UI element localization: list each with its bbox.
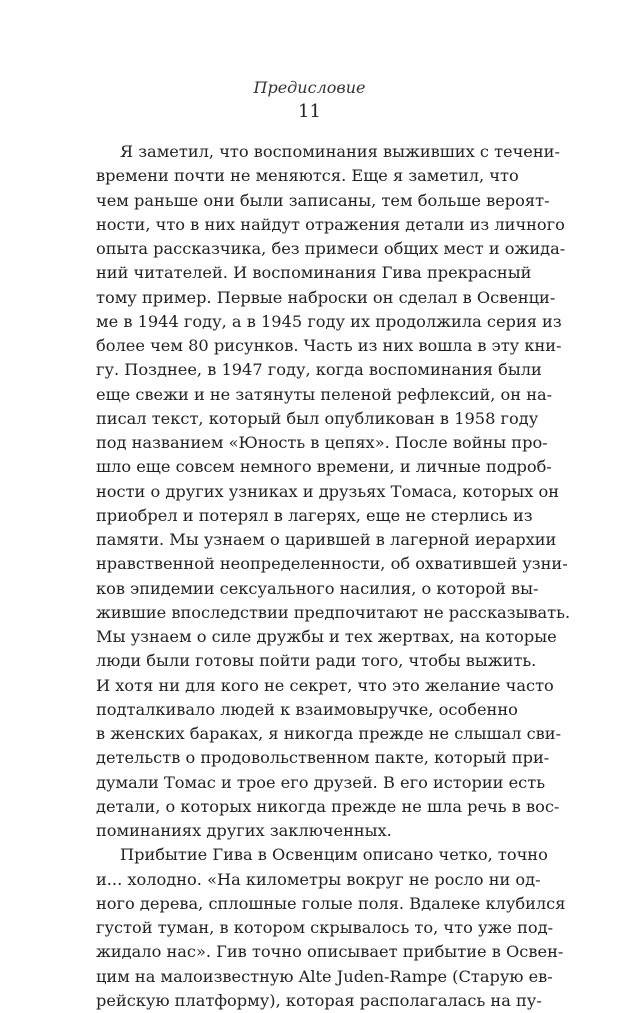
- text-line: ний читателей. И воспоминания Гива прекрасный: [96, 263, 532, 283]
- text-line: приобрел и потерял в лагерях, еще не стерлись из: [96, 505, 533, 525]
- running-title: Предисловие: [253, 78, 366, 97]
- text-line: поминаниях других заключенных.: [96, 821, 392, 840]
- text-line: цим на малоизвестную Alte Juden-Rampe (Старую ев-: [96, 966, 553, 986]
- text-line: еще свежи и не затянуты пеленой рефлексий, он на-: [96, 384, 553, 404]
- text-line: тому пример. Первые наброски он сделал в Освенци-: [96, 287, 556, 307]
- text-line: опыта рассказчика, без примеси общих мест и ожида-: [96, 239, 566, 258]
- text-line: люди были готовы пойти ради того, чтобы выжить.: [96, 651, 537, 671]
- text-line: И хотя ни для кого не секрет, что это желание часто: [96, 675, 554, 695]
- text-line: нравственной неопределенности, об охватившей узни-: [96, 554, 568, 574]
- text-line: детали, о которых никогда прежде не шла речь в вос-: [96, 796, 560, 816]
- text-line: и... холодно. «На километры вокруг не росло ни од-: [96, 869, 541, 889]
- page-number: 11: [298, 101, 321, 122]
- text-line: Я заметил, что воспоминания выживших с течени-: [120, 142, 560, 161]
- text-line: ков эпидемии сексуального насилия, о которой вы-: [96, 578, 539, 598]
- text-line: писал текст, который был опубликован в 1958 году: [96, 408, 539, 428]
- text-line: рейскую платформу), которая располагалась на пу-: [96, 990, 542, 1010]
- text-line: думали Томас и трое его друзей. В его истории есть: [96, 772, 546, 792]
- text-line: под названием «Юность в цепях». После войны про-: [96, 433, 548, 452]
- body-text: [96, 140, 571, 1013]
- text-line: подталкивало людей к взаимовыручке, особенно: [96, 699, 518, 719]
- text-line: жившие впоследствии предпочитают не рассказывать.: [96, 602, 571, 622]
- text-line: Прибытие Гива в Освенцим описано четко, точно: [120, 845, 548, 865]
- text-line: гу. Позднее, в 1947 году, когда воспоминания были: [96, 360, 542, 380]
- paragraph-1: [96, 140, 571, 843]
- text-line: ного дерева, сплошные голые поля. Вдалеке клубился: [96, 893, 566, 913]
- text-line: шло еще совсем немного времени, и личные подроб-: [96, 457, 552, 477]
- text-line: ме в 1944 году, а в 1945 году их продолжила серия из: [96, 311, 562, 331]
- text-line: Мы узнаем о силе дружбы и тех жертвах, на которые: [96, 627, 557, 646]
- text-line: детельств о продовольственном пакте, который при-: [96, 748, 550, 768]
- text-line: ности о других узниках и друзьях Томаса, которых он: [96, 481, 560, 501]
- text-line: жидало нас». Гив точно описывает прибытие в Освен-: [96, 942, 564, 962]
- text-line: ности, что в них найдут отражения детали из личного: [96, 214, 565, 234]
- text-line: чем раньше они были записаны, тем больше вероят-: [96, 190, 550, 210]
- text-line: памяти. Мы узнаем о царившей в лагерной иерархии: [96, 530, 557, 549]
- text-line: более чем 80 рисунков. Часть из них вошла в эту кни-: [96, 336, 562, 355]
- text-line: густой туман, в котором скрывалось то, что уже под-: [96, 918, 554, 937]
- text-line: в женских бараках, я никогда прежде не слышал сви-: [96, 724, 562, 743]
- text-line: времени почти не меняются. Еще я заметил, что: [96, 166, 519, 186]
- paragraph-2: [96, 843, 566, 1013]
